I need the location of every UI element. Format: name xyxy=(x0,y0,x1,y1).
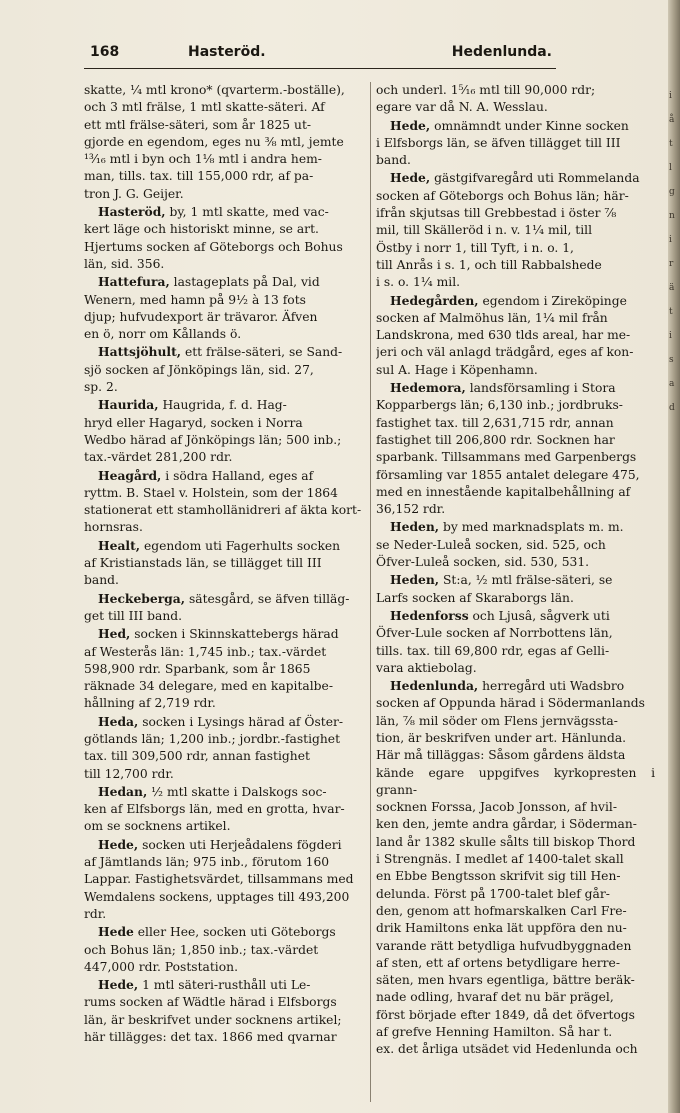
entry-text: socken i Skinnskattebergs härad af Westerås län: 1,745 inb.; tax.-värdet 598,900 rdr. Sparbank, som år 1865 räknade 34 delegare, med en kapitalbe- hållning af 2,719 rdr. xyxy=(84,627,339,711)
entry-text: ½ mtl skatte i Dalskogs soc- ken af Elfsborgs län, med en grotta, hvar- om se socknens artikel. xyxy=(84,784,345,834)
dictionary-entry xyxy=(84,273,363,343)
entry-text: 1 mtl säteri-rusthåll uti Le- rums socken af Wädtle härad i Elfsborgs län, är beskrifvet under socknens artikel; här tillägges: det tax. 1866 med qvarnar xyxy=(84,978,342,1045)
left-column xyxy=(84,82,363,1102)
dictionary-entry xyxy=(84,713,363,783)
dictionary-entry xyxy=(376,117,655,170)
entry-headword: Hede, xyxy=(98,836,139,852)
dictionary-entry xyxy=(376,292,655,379)
dictionary-entry xyxy=(84,836,363,923)
entry-headword: Hedegården, xyxy=(390,292,479,308)
entry-headword: Hede, xyxy=(390,170,431,186)
entry-text: i södra Halland, eges af ryttm. B. Stael v. Holstein, som der 1864 stationerat ett stamhollänidreri af äkta kort- hornsras. xyxy=(84,468,362,535)
dictionary-entry xyxy=(84,976,363,1046)
entry-text: egendom uti Fagerhults socken af Kristianstads län, se tillägget till III band. xyxy=(84,538,341,588)
page-number: 168 xyxy=(90,44,120,60)
entry-headword: Heagård, xyxy=(98,467,162,483)
entry-headword: Hattsjöhult, xyxy=(98,344,182,360)
entry-headword: Hasteröd, xyxy=(98,204,166,220)
dictionary-entry xyxy=(84,537,363,590)
entry-text: skatte, ¼ mtl krono* (qvarterm.-boställe), och 3 mtl frälse, 1 mtl skatte-säteri. Af ett mtl frälse-säteri, som år 1825 ut- gjorde en egendom, eges nu ⅜ mtl, jemte ¹³⁄₁₆ mtl i byn och 1⅛ mtl i andra hem- man, tills. tax. till 155,000 rdr, af pa- tron J. G. Geijer. xyxy=(84,83,345,201)
entry-text: och underl. 1⁵⁄₁₆ mtl till 90,000 rdr; egare var då N. A. Wesslau. xyxy=(376,83,596,115)
entry-text: sätesgård, se äfven tilläg- get till III band. xyxy=(84,591,350,623)
entry-headword: Hedenlunda, xyxy=(390,678,479,694)
dictionary-entry xyxy=(376,169,655,291)
entry-text: lastageplats på Dal, vid Wenern, med hamn på 9½ à 13 fots djup; hufvudexport är trävaror. Äfven en ö, norr om Kållands ö. xyxy=(84,275,320,342)
facing-page-marginalia: i å t l g n i r ä t i s a d xyxy=(669,91,675,413)
dictionary-entry xyxy=(84,396,363,466)
entry-headword: Heden, xyxy=(390,572,440,588)
dictionary-entry xyxy=(84,783,363,836)
entry-text: egendom i Zireköpinge socken af Malmöhus län, 1¼ mil från Landskrona, med 630 tlds areal, har me- jeri och väl anlagd trädgård, eges af kon- sul A. Hage i Köpenhamn. xyxy=(376,293,634,377)
entry-text: ett frälse-säteri, se Sand- sjö socken af Jönköpings län, sid. 27, sp. 2. xyxy=(84,345,343,395)
dictionary-entry xyxy=(376,677,655,1059)
entry-text: Haugrida, f. d. Hag- hryd eller Hagaryd, socken i Norra Wedbo härad af Jönköpings län; 500 inb.; tax.-värdet 281,200 rdr. xyxy=(84,398,342,465)
entry-headword: Hede, xyxy=(98,977,139,993)
dictionary-entry xyxy=(84,923,363,976)
entry-text: och Ljusâ, sågverk uti Öfver-Lule socken af Norrbottens län, tills. tax. till 69,800 rdr, egas af Gelli- vara aktiebolag. xyxy=(376,608,613,675)
entry-text: omnämndt under Kinne socken i Elfsborgs län, se äfven tillägget till III band. xyxy=(376,118,629,168)
dictionary-entry xyxy=(376,379,655,518)
entry-headword: Heden, xyxy=(390,519,440,535)
dictionary-entry xyxy=(84,625,363,712)
header-rule xyxy=(84,68,556,69)
entry-text: St:a, ½ mtl frälse-säteri, se Larfs socken af Skaraborgs län. xyxy=(376,573,613,605)
entry-text: herregård uti Wadsbro socken af Oppunda härad i Södermanlands län, ⅞ mil söder om Flens jernvägssta- tion, är beskrifven under art. Hänlunda. Här må tilläggas: Såsom gårdens äldsta kände egare uppgifves kyrkopresten i grann- socknen Forssa, Jacob Jonsson, af hvil- ken den, jemte andra gårdar, i Söderman- land år 1382 skulle sålts till biskop Thord i Strengnäs. I medlet af 1400-talet skall en Ebbe Bengtsson skrifvit sig till Hen- delunda. Först på 1700-talet blef går- den, genom att hofmarskalken Carl Fre- drik Hamiltons enka lät uppföra den nu- varande rätt betydliga hufvudbyggnaden af sten, ett af ortens betydligare herre- säten, men hvars egentliga, bättre beräk- nade odling, hvaraf det nu bär prägel, först började efter 1849, då det öfvertogs af grefve Henning Hamilton. Så har t. ex. det årliga utsädet vid Hedenlunda och xyxy=(376,679,655,1057)
entry-text: eller Hee, socken uti Göteborgs och Bohus län; 1,850 inb.; tax.-värdet 447,000 rdr. Poststation. xyxy=(84,925,336,974)
entry-headword: Hedemora, xyxy=(390,380,466,396)
dictionary-entry xyxy=(84,82,363,203)
dictionary-entry xyxy=(376,518,655,571)
entry-headword: Healt, xyxy=(98,537,141,553)
entry-headword: Heckeberga, xyxy=(98,590,186,606)
entry-headword: Hede, xyxy=(390,117,431,133)
entry-headword: Heda, xyxy=(98,713,139,729)
dictionary-entry xyxy=(84,203,363,273)
entry-headword: Hedan, xyxy=(98,783,148,799)
page-header xyxy=(90,44,552,66)
column-divider xyxy=(370,82,371,1102)
dictionary-entry xyxy=(84,343,363,396)
entry-headword: Hattefura, xyxy=(98,274,170,290)
header-right-catchword: Hedenlunda. xyxy=(451,44,552,60)
dictionary-entry xyxy=(84,467,363,537)
entry-text: gästgifvaregård uti Rommelanda socken af Göteborgs och Bohus län; här- ifrån skjutsas till Grebbestad i öster ⅞ mil, till Skälleröd i n. v. 1¼ mil, till Östby i norr 1, till Tyft, i n. o. 1, till Anrås i s. 1, och till Rabbalshede i s. o. 1¼ mil. xyxy=(376,171,640,290)
entry-text: socken i Lysings härad af Öster- götlands län; 1,200 inb.; jordbr.-fastighet tax. till 309,500 rdr, annan fastighet till 12,700 rdr. xyxy=(84,714,344,781)
entry-text: landsförsamling i Stora Kopparbergs län; 6,130 inb.; jordbruks- fastighet tax. till 2,631,715 rdr, annan fastighet till 206,800 rdr. Socknen har sparbank. Tillsammans med Garpenbergs församling var 1855 antalet delegare 475, med en innestående kapitalbehållning af 36,152 rdr. xyxy=(376,381,640,517)
entry-text: socken uti Herjeådalens fögderi af Jämtlands län; 975 inb., förutom 160 Lappar. Fastighetsvärdet, tillsammans med Wemdalens sockens, upptages till 493,200 rdr. xyxy=(84,837,354,921)
entry-headword: Hede xyxy=(98,924,134,940)
header-left-catchword: Hasteröd. xyxy=(188,44,266,60)
entry-headword: Hedenforss xyxy=(390,607,469,623)
right-column xyxy=(376,82,655,1102)
entry-headword: Hed, xyxy=(98,626,131,642)
dictionary-entry xyxy=(376,571,655,607)
dictionary-entry xyxy=(376,607,655,677)
entry-headword: Haurida, xyxy=(98,397,159,413)
entry-text: by, 1 mtl skatte, med vac- kert läge och historiskt minne, se art. Hjertums socken af Göteborgs och Bohus län, sid. 356. xyxy=(84,205,343,271)
dictionary-entry xyxy=(376,82,655,117)
dictionary-entry xyxy=(84,590,363,626)
entry-text: by med marknadsplats m. m. se Neder-Luleå socken, sid. 525, och Öfver-Luleå socken, sid. 530, 531. xyxy=(376,520,624,570)
